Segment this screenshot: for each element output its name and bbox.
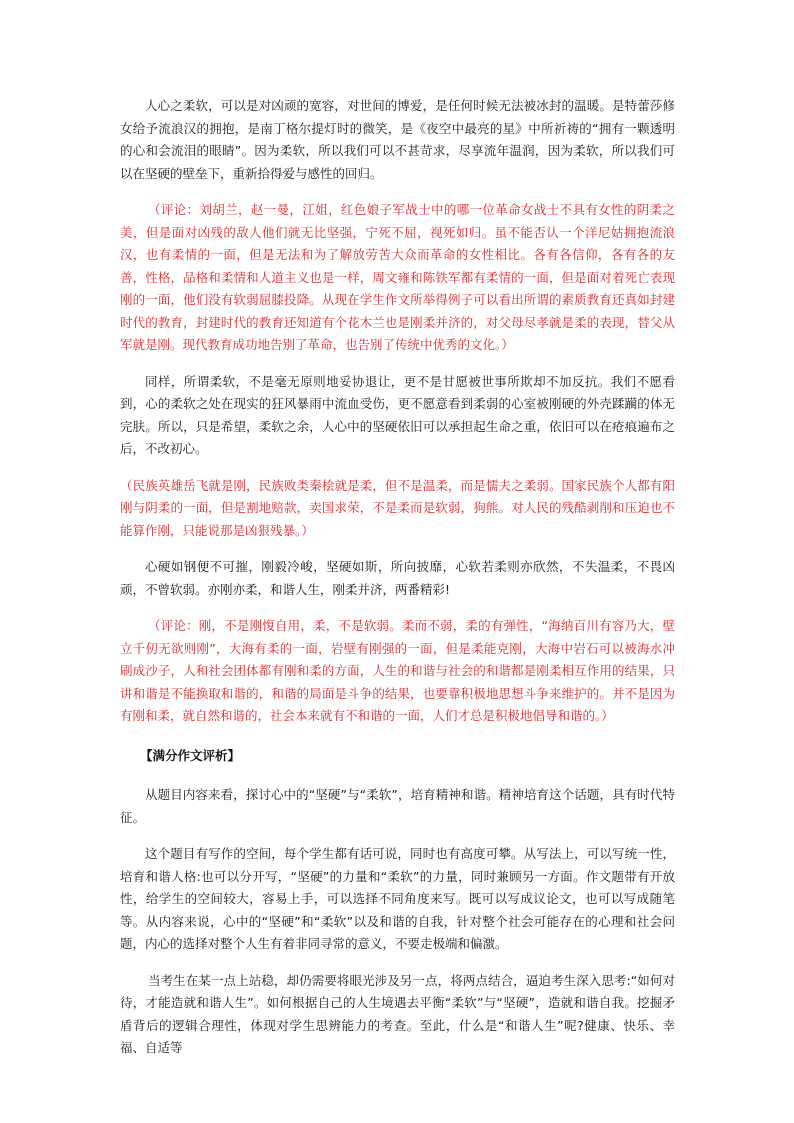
- analysis-paragraph-writing-space: 这个题目有写作的空间，每个学生都有话可说，同时也有高度可攀。从写法上，可以写统一性，培育和谐人格:也可以分开写，“坚硬”的力量和“柔软”的力量，同时兼顾另一方面。作文题带有开放性，给学生的空间较大，容易上手，可以选择不同角度来写。既可以写成议论文，也可以写成随笔等。从内容来说，心中的“坚硬”和“柔软”以及和谐的自我，针对整个社会可能存在的心理和社会问题，内心的选择对整个人生有着非同寻常的意义，不要走极端和偏激。: [120, 846, 675, 951]
- analysis-paragraph-topic: 从题目内容来看，探讨心中的“坚硬”与“柔软”，培育精神和谐。精神培育这个话题，具有时代特征。: [120, 787, 675, 825]
- body-paragraph-principle: 同样，所谓柔软，不是毫无原则地妥协退让，更不是甘愿被世事所欺却不加反抗。我们不愿看到，心的柔软之处在现实的狂风暴雨中流血受伤，更不愿意看到柔弱的心室被刚硬的外壳蹂躏的体无完肤。所以，只是希望，柔软之余，人心中的坚硬依旧可以承担起生命之重，依旧可以在疮痕遍布之后，不改初心。: [120, 373, 675, 456]
- comment-paragraph-national-heroes: （民族英雄岳飞就是刚，民族败类秦桧就是柔，但不是温柔，而是懦夫之柔弱。国家民族个人都有阳刚与阴柔的一面，但是割地赔款，卖国求荣，不是柔而是软弱，狗熊。对人民的残酷剥削和压迫也不能算作刚，只能说那是凶狠残暴。）: [120, 477, 675, 538]
- analysis-paragraph-harmonious-life: 当考生在某一点上站稳，却仍需要将眼光涉及另一点，将两点结合，逼迫考生深入思考:“如何对待，才能造就和谐人生”。如何根据自己的人生境遇去平衡“柔软”与“坚硬”，造就和谐自我。挖掘矛盾背后的逻辑合理性，体现对学生思辨能力的考查。至此，什么是“和谐人生”呢?健康、快乐、幸福、自适等: [120, 972, 675, 1055]
- comment-paragraph-heroines: （评论：刘胡兰，赵一曼，江姐，红色娘子军战士中的哪一位革命女战士不具有女性的阴柔之美，但是面对凶残的敌人他们就无比坚强，宁死不屈，视死如归。虽不能否认一个洋尼姑拥抱流浪汉，也有柔情的一面，但是无法和为了解放劳苦大众而革命的女性相比。各有各信仰，各有各的友善，性格，品格和柔情和人道主义也是一样，周文雍和陈铁军都有柔情的一面，但是面对着死亡表现刚的一面，他们没有软弱屈膝投降。从现在学生作文所举得例子可以看出所谓的素质教育还真如封建时代的教育，封建时代的教育还知道有个花木兰也是刚柔并济的，对父母尽孝就是柔的表现，替父从军就是刚。现代教育成功地告别了革命，也告别了传统中优秀的文化。）: [120, 202, 675, 352]
- comment-paragraph-harmony: （评论：刚，不是刚愎自用，柔，不是软弱。柔而不弱，柔的有弹性，“海纳百川有容乃大，壁立千仞无欲则刚”，大海有柔的一面，岩壁有刚强的一面，但是柔能克刚，大海中岩石可以被海水冲刷成沙子，人和社会团体都有刚和柔的方面，人生的和谐与社会的和谐都是刚柔相互作用的结果，只讲和谐是不能换取和谐的，和谐的局面是斗争的结果，也要靠积极地思想斗争来维护的。并不是因为有刚和柔，就自然和谐的，社会本来就有不和谐的一面，人们才总是积极地倡导和谐的。）: [120, 618, 675, 723]
- body-paragraph-softness: 人心之柔软，可以是对凶顽的宽容，对世间的博爱，是任何时候无法被冰封的温暖。是特蕾莎修女给予流浪汉的拥抱，是南丁格尔提灯时的微笑，是《夜空中最亮的星》中所祈祷的“拥有一颗透明的心和会流泪的眼睛”。因为柔软，所以我们可以不甚苛求，尽享流年温润，因为柔软，所以我们可以在坚硬的壁垒下，重新拾得爱与感性的回归。: [120, 98, 675, 181]
- document-page: [120, 95, 675, 1060]
- body-paragraph-hard-soft: 心硬如钢便不可摧，刚毅冷峻，坚硬如斯，所向披靡，心软若柔则亦欣然，不失温柔，不畏凶顽，不曾软弱。亦刚亦柔，和谐人生，刚柔并济，两番精彩!: [120, 559, 675, 597]
- section-heading: 【满分作文评析】: [140, 747, 241, 763]
